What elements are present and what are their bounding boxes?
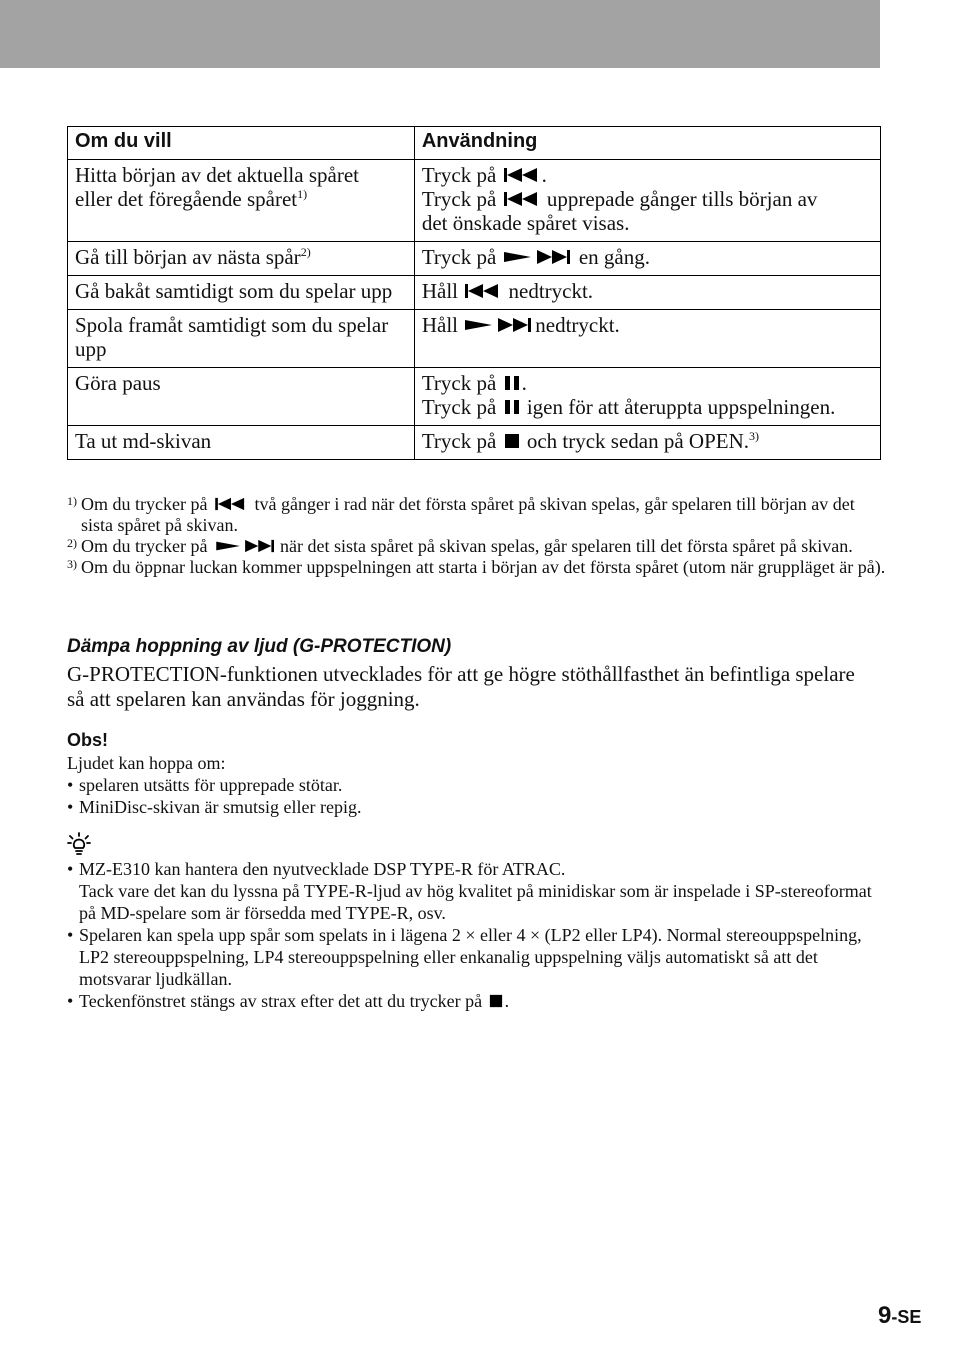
footnotes xyxy=(67,494,887,578)
footnote-1: 1) Om du trycker på två gånger i rad när det första spåret på skivan spelas, går spelaren till början av det sista spåret på skivan. xyxy=(67,494,855,535)
note-title: Obs! xyxy=(67,730,109,750)
tip-item: • Teckenfönstret stängs av strax efter det att du trycker på . xyxy=(67,990,879,1012)
play-next-track-icon xyxy=(214,539,278,553)
usage-cell: Tryck på . Tryck på upprepade gånger tills början av det önskade spåret visas. xyxy=(414,160,880,242)
play-next-track-icon xyxy=(504,249,572,265)
tips xyxy=(67,858,879,1012)
usage-cell: Håll nedtryckt. xyxy=(414,310,880,368)
note-item: • spelaren utsätts för upprepade stötar. xyxy=(67,774,877,796)
previous-track-icon xyxy=(465,283,501,299)
lightbulb-icon xyxy=(67,832,91,861)
footnote-2: 2) Om du trycker på när det sista spåret på skivan spelas, går spelaren till det första spåret på skivan. xyxy=(67,536,853,556)
previous-track-icon xyxy=(214,497,248,511)
table-row xyxy=(68,160,881,242)
table-row xyxy=(68,368,881,426)
header-anvandning: Användning xyxy=(414,127,880,160)
action-cell: Göra paus xyxy=(68,368,415,426)
usage-cell: Tryck på och tryck sedan på OPEN.$^{3)}$ xyxy=(414,426,880,460)
table-row xyxy=(68,426,881,460)
pause-icon xyxy=(504,375,520,391)
action-cell: Spola framåt samtidigt som du spelar upp xyxy=(68,310,415,368)
note-item: • MiniDisc-skivan är smutsig eller repig. xyxy=(67,796,877,818)
table-row xyxy=(68,276,881,310)
action-cell: Gå bakåt samtidigt som du spelar upp xyxy=(68,276,415,310)
previous-track-icon xyxy=(504,167,540,183)
footnote-3: 3) Om du öppnar luckan kommer uppspelningen att starta i början av det första spåret (utom när gruppläget är på). xyxy=(67,557,886,577)
tip-item: • MZ-E310 kan hantera den nyutvecklade DSP TYPE-R för ATRAC. xyxy=(67,858,879,880)
page-number: 9-SE xyxy=(878,1302,922,1329)
header-om-du-vill: Om du vill xyxy=(68,127,415,160)
header-bar xyxy=(0,0,880,68)
operations-table xyxy=(67,126,881,460)
section-title: Dämpa hoppning av ljud (G-PROTECTION) xyxy=(67,636,452,657)
section-body: G-PROTECTION-funktionen utvecklades för att ge högre stöthållfasthet än befintliga spelare så att spelaren kan användas för joggning. xyxy=(67,662,855,711)
note-body xyxy=(67,752,877,818)
stop-icon xyxy=(504,433,520,449)
usage-cell: Håll nedtryckt. xyxy=(414,276,880,310)
table-header-row xyxy=(68,127,881,160)
previous-track-icon xyxy=(504,191,540,207)
pause-icon xyxy=(504,399,520,415)
table-row xyxy=(68,242,881,276)
play-next-track-icon xyxy=(465,317,533,333)
action-cell: Gå till början av nästa spår$^{2)}$ xyxy=(68,242,415,276)
footnote-mark: 1) xyxy=(297,187,308,201)
action-cell: Ta ut md-skivan xyxy=(68,426,415,460)
usage-cell: Tryck på en gång. xyxy=(414,242,880,276)
table-row xyxy=(68,310,881,368)
stop-icon xyxy=(489,994,503,1008)
footnote-mark: 3) xyxy=(749,429,760,443)
note-intro: Ljudet kan hoppa om: xyxy=(67,753,226,773)
footnote-mark: 2) xyxy=(300,245,311,259)
tip-item: • Spelaren kan spela upp spår som spelats in i lägena 2 × eller 4 × (LP2 eller LP4). Normal stereouppspelning, LP2 stereouppspelning, LP4 stereouppspelning eller enkanalig uppspelning väljs automatiskt så att det motsvarar ljudkällan. xyxy=(67,924,879,990)
action-cell: Hitta början av det aktuella spåret eller det föregående spåret$^{1)}$ xyxy=(68,160,415,242)
tip-item-continuation: Tack vare det kan du lyssna på TYPE-R-ljud av hög kvalitet på minidiskar som är inspelade i SP-stereoformat på MD-spelare som är försedda med TYPE-R, osv. xyxy=(79,881,872,923)
usage-cell: Tryck på . Tryck på igen för att återuppta uppspelningen. xyxy=(414,368,880,426)
